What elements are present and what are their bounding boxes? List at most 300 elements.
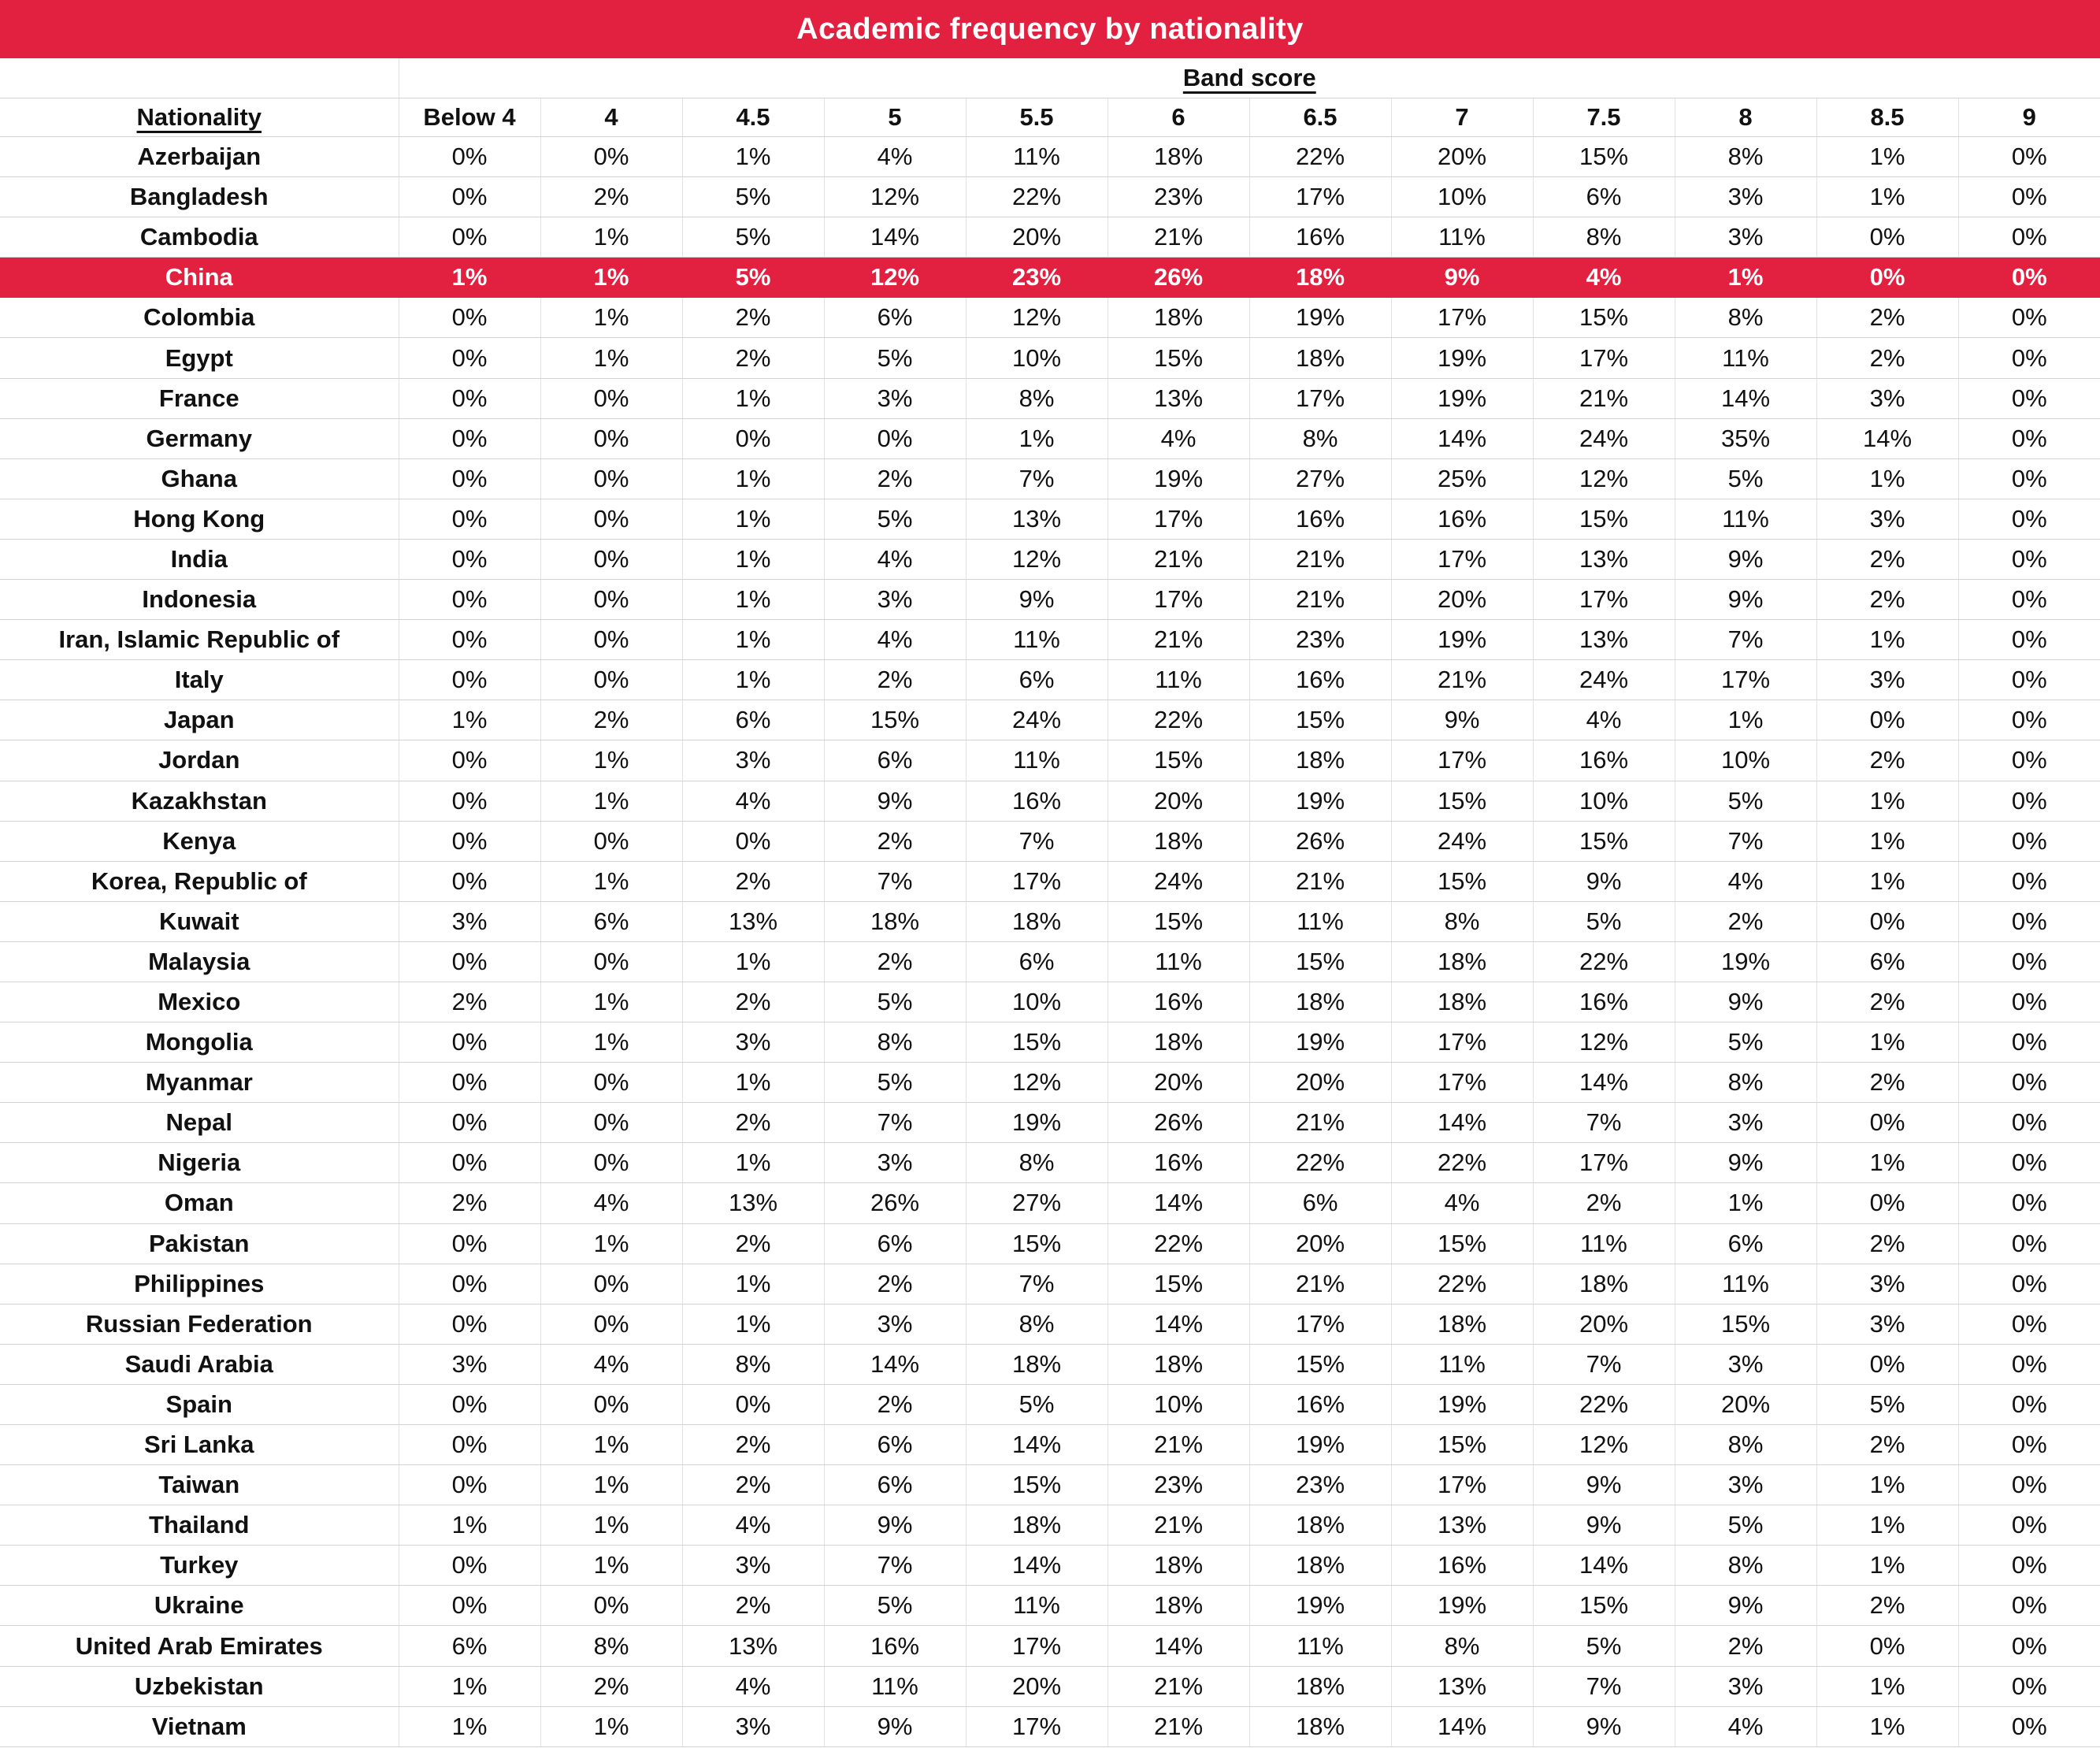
value-cell: 0%	[540, 539, 682, 579]
value-cell: 9%	[1391, 700, 1533, 740]
value-cell: 0%	[399, 941, 540, 982]
band-column-header: 5.5	[966, 98, 1108, 137]
nationality-cell: Kazakhstan	[0, 781, 399, 821]
value-cell: 0%	[1816, 258, 1958, 298]
value-cell: 0%	[399, 137, 540, 177]
value-cell: 15%	[1533, 821, 1675, 861]
value-cell: 0%	[399, 378, 540, 418]
value-cell: 15%	[1391, 1223, 1533, 1264]
value-cell: 3%	[399, 1344, 540, 1384]
value-cell: 6%	[540, 901, 682, 941]
value-cell: 7%	[1675, 821, 1816, 861]
value-cell: 1%	[966, 418, 1108, 458]
value-cell: 21%	[1249, 861, 1391, 901]
table-row	[0, 1505, 2100, 1546]
value-cell: 1%	[1816, 1666, 1958, 1706]
value-cell: 0%	[824, 418, 966, 458]
value-cell: 18%	[1533, 1264, 1675, 1304]
value-cell: 3%	[824, 1304, 966, 1344]
value-cell: 1%	[682, 620, 824, 660]
value-cell: 17%	[1249, 177, 1391, 217]
nationality-cell: Italy	[0, 660, 399, 700]
value-cell: 18%	[966, 901, 1108, 941]
table-row	[0, 1143, 2100, 1183]
value-cell: 1%	[682, 1143, 824, 1183]
table-row	[0, 338, 2100, 378]
value-cell: 7%	[966, 458, 1108, 499]
value-cell: 1%	[540, 298, 682, 338]
table-row	[0, 298, 2100, 338]
value-cell: 0%	[1958, 458, 2100, 499]
value-cell: 11%	[1391, 217, 1533, 258]
value-cell: 15%	[1108, 1264, 1249, 1304]
value-cell: 0%	[399, 298, 540, 338]
value-cell: 18%	[824, 901, 966, 941]
value-cell: 3%	[1675, 1666, 1816, 1706]
value-cell: 0%	[540, 660, 682, 700]
value-cell: 0%	[1958, 137, 2100, 177]
value-cell: 24%	[1108, 861, 1249, 901]
value-cell: 8%	[1675, 1546, 1816, 1586]
value-cell: 11%	[966, 740, 1108, 781]
value-cell: 18%	[1108, 1546, 1249, 1586]
value-cell: 1%	[682, 458, 824, 499]
table-row	[0, 1183, 2100, 1223]
value-cell: 1%	[540, 982, 682, 1022]
value-cell: 18%	[1249, 1666, 1391, 1706]
value-cell: 0%	[399, 620, 540, 660]
value-cell: 18%	[1249, 740, 1391, 781]
value-cell: 14%	[966, 1546, 1108, 1586]
value-cell: 20%	[966, 1666, 1108, 1706]
value-cell: 2%	[1816, 1063, 1958, 1103]
value-cell: 0%	[399, 821, 540, 861]
value-cell: 20%	[1533, 1304, 1675, 1344]
value-cell: 0%	[1958, 217, 2100, 258]
value-cell: 12%	[966, 298, 1108, 338]
nationality-cell: Japan	[0, 700, 399, 740]
value-cell: 9%	[1533, 1465, 1675, 1505]
value-cell: 0%	[1816, 901, 1958, 941]
value-cell: 22%	[1249, 1143, 1391, 1183]
value-cell: 1%	[1816, 1706, 1958, 1746]
table-row	[0, 539, 2100, 579]
nationality-cell: China	[0, 258, 399, 298]
table-row	[0, 700, 2100, 740]
value-cell: 1%	[399, 1706, 540, 1746]
value-cell: 4%	[540, 1344, 682, 1384]
value-cell: 2%	[1816, 539, 1958, 579]
value-cell: 25%	[1391, 458, 1533, 499]
value-cell: 4%	[824, 539, 966, 579]
value-cell: 22%	[1249, 137, 1391, 177]
value-cell: 8%	[1675, 137, 1816, 177]
value-cell: 18%	[1108, 1586, 1249, 1626]
value-cell: 2%	[1816, 298, 1958, 338]
value-cell: 3%	[1816, 499, 1958, 539]
value-cell: 18%	[966, 1344, 1108, 1384]
value-cell: 3%	[1675, 177, 1816, 217]
value-cell: 0%	[1958, 1022, 2100, 1063]
table-row	[0, 137, 2100, 177]
table-row	[0, 1626, 2100, 1666]
value-cell: 14%	[1816, 418, 1958, 458]
value-cell: 3%	[399, 901, 540, 941]
value-cell: 2%	[682, 338, 824, 378]
value-cell: 0%	[540, 1304, 682, 1344]
value-cell: 1%	[682, 660, 824, 700]
value-cell: 8%	[1249, 418, 1391, 458]
nationality-cell: Cambodia	[0, 217, 399, 258]
nationality-cell: Vietnam	[0, 1706, 399, 1746]
value-cell: 1%	[540, 1505, 682, 1546]
value-cell: 19%	[1108, 458, 1249, 499]
nationality-cell: Ukraine	[0, 1586, 399, 1626]
value-cell: 0%	[1958, 1546, 2100, 1586]
value-cell: 1%	[682, 499, 824, 539]
value-cell: 7%	[966, 1264, 1108, 1304]
value-cell: 0%	[540, 1264, 682, 1304]
value-cell: 20%	[1391, 137, 1533, 177]
nationality-cell: Myanmar	[0, 1063, 399, 1103]
value-cell: 1%	[540, 1425, 682, 1465]
table-row	[0, 378, 2100, 418]
table-row	[0, 941, 2100, 982]
value-cell: 1%	[540, 781, 682, 821]
nationality-cell: Germany	[0, 418, 399, 458]
value-cell: 15%	[1391, 781, 1533, 821]
value-cell: 9%	[1391, 258, 1533, 298]
value-cell: 0%	[1958, 499, 2100, 539]
value-cell: 22%	[1533, 941, 1675, 982]
value-cell: 0%	[1958, 1425, 2100, 1465]
table-title: Academic frequency by nationality	[796, 12, 1304, 46]
value-cell: 0%	[1816, 1344, 1958, 1384]
value-cell: 16%	[824, 1626, 966, 1666]
value-cell: 0%	[1958, 620, 2100, 660]
value-cell: 0%	[540, 1103, 682, 1143]
value-cell: 14%	[1391, 1103, 1533, 1143]
value-cell: 18%	[1108, 1022, 1249, 1063]
value-cell: 2%	[824, 1264, 966, 1304]
value-cell: 4%	[682, 1505, 824, 1546]
value-cell: 13%	[682, 1626, 824, 1666]
value-cell: 8%	[1391, 1626, 1533, 1666]
value-cell: 8%	[966, 378, 1108, 418]
value-cell: 2%	[1533, 1183, 1675, 1223]
value-cell: 8%	[966, 1143, 1108, 1183]
value-cell: 1%	[540, 1022, 682, 1063]
table-row	[0, 1344, 2100, 1384]
nationality-cell: Bangladesh	[0, 177, 399, 217]
value-cell: 1%	[682, 137, 824, 177]
value-cell: 19%	[1391, 620, 1533, 660]
value-cell: 1%	[1816, 1465, 1958, 1505]
value-cell: 10%	[966, 338, 1108, 378]
value-cell: 4%	[1675, 1706, 1816, 1746]
value-cell: 17%	[1249, 1304, 1391, 1344]
value-cell: 0%	[1958, 901, 2100, 941]
table-row	[0, 1706, 2100, 1746]
nationality-cell: Azerbaijan	[0, 137, 399, 177]
value-cell: 0%	[1816, 1103, 1958, 1143]
nationality-cell: Saudi Arabia	[0, 1344, 399, 1384]
value-cell: 19%	[1391, 1384, 1533, 1424]
value-cell: 1%	[399, 1505, 540, 1546]
value-cell: 2%	[540, 177, 682, 217]
value-cell: 26%	[1108, 258, 1249, 298]
value-cell: 17%	[1675, 660, 1816, 700]
value-cell: 3%	[824, 378, 966, 418]
value-cell: 12%	[824, 258, 966, 298]
value-cell: 4%	[824, 620, 966, 660]
value-cell: 17%	[1391, 298, 1533, 338]
value-cell: 2%	[1816, 1586, 1958, 1626]
value-cell: 19%	[1249, 781, 1391, 821]
value-cell: 0%	[1958, 1264, 2100, 1304]
value-cell: 8%	[1675, 1425, 1816, 1465]
value-cell: 0%	[1958, 1505, 2100, 1546]
nationality-cell: Mongolia	[0, 1022, 399, 1063]
value-cell: 7%	[824, 861, 966, 901]
band-score-label: Band score	[1182, 64, 1316, 91]
value-cell: 9%	[824, 1505, 966, 1546]
value-cell: 3%	[1816, 378, 1958, 418]
value-cell: 0%	[540, 1063, 682, 1103]
table-row	[0, 781, 2100, 821]
value-cell: 13%	[1533, 620, 1675, 660]
value-cell: 9%	[1533, 1706, 1675, 1746]
value-cell: 15%	[1533, 499, 1675, 539]
value-cell: 1%	[540, 861, 682, 901]
value-cell: 11%	[824, 1666, 966, 1706]
value-cell: 17%	[1108, 580, 1249, 620]
value-cell: 21%	[1108, 1505, 1249, 1546]
value-cell: 0%	[1816, 1183, 1958, 1223]
value-cell: 1%	[399, 1666, 540, 1706]
value-cell: 0%	[1958, 1384, 2100, 1424]
value-cell: 17%	[966, 1626, 1108, 1666]
value-cell: 5%	[824, 1063, 966, 1103]
value-cell: 0%	[1958, 982, 2100, 1022]
value-cell: 3%	[682, 1706, 824, 1746]
value-cell: 20%	[966, 217, 1108, 258]
value-cell: 6%	[682, 700, 824, 740]
value-cell: 16%	[1533, 740, 1675, 781]
value-cell: 18%	[1249, 1706, 1391, 1746]
value-cell: 15%	[1391, 1425, 1533, 1465]
value-cell: 27%	[1249, 458, 1391, 499]
value-cell: 2%	[540, 700, 682, 740]
value-cell: 1%	[540, 258, 682, 298]
table-row	[0, 1022, 2100, 1063]
table-row	[0, 620, 2100, 660]
band-column-header: 4.5	[682, 98, 824, 137]
value-cell: 0%	[399, 740, 540, 781]
value-cell: 2%	[682, 1465, 824, 1505]
value-cell: 9%	[1533, 861, 1675, 901]
value-cell: 16%	[1249, 1384, 1391, 1424]
value-cell: 21%	[1249, 1264, 1391, 1304]
value-cell: 16%	[1391, 1546, 1533, 1586]
value-cell: 2%	[1675, 901, 1816, 941]
value-cell: 0%	[399, 1223, 540, 1264]
band-column-header: 8.5	[1816, 98, 1958, 137]
value-cell: 0%	[1958, 1183, 2100, 1223]
column-header-row	[0, 98, 2100, 137]
value-cell: 8%	[540, 1626, 682, 1666]
band-score-group-cell	[399, 58, 2100, 98]
value-cell: 0%	[399, 1384, 540, 1424]
value-cell: 3%	[1816, 1264, 1958, 1304]
table-row	[0, 982, 2100, 1022]
value-cell: 6%	[824, 740, 966, 781]
value-cell: 1%	[1816, 861, 1958, 901]
value-cell: 1%	[1816, 177, 1958, 217]
value-cell: 4%	[1108, 418, 1249, 458]
band-column-header: 6.5	[1249, 98, 1391, 137]
value-cell: 23%	[1108, 177, 1249, 217]
value-cell: 0%	[682, 1384, 824, 1424]
value-cell: 2%	[824, 1384, 966, 1424]
value-cell: 0%	[399, 499, 540, 539]
value-cell: 0%	[1958, 1143, 2100, 1183]
value-cell: 19%	[1391, 1586, 1533, 1626]
value-cell: 6%	[1249, 1183, 1391, 1223]
value-cell: 8%	[1391, 901, 1533, 941]
value-cell: 2%	[682, 1223, 824, 1264]
nationality-cell: Ghana	[0, 458, 399, 499]
nationality-cell: Colombia	[0, 298, 399, 338]
value-cell: 18%	[1249, 258, 1391, 298]
value-cell: 23%	[1249, 1465, 1391, 1505]
value-cell: 16%	[1249, 217, 1391, 258]
value-cell: 14%	[1533, 1063, 1675, 1103]
value-cell: 0%	[682, 418, 824, 458]
band-column-header: 4	[540, 98, 682, 137]
value-cell: 11%	[1675, 1264, 1816, 1304]
value-cell: 18%	[1391, 982, 1533, 1022]
table-row	[0, 580, 2100, 620]
value-cell: 0%	[399, 861, 540, 901]
value-cell: 22%	[1108, 700, 1249, 740]
value-cell: 0%	[1958, 941, 2100, 982]
value-cell: 5%	[682, 258, 824, 298]
value-cell: 18%	[1391, 941, 1533, 982]
value-cell: 22%	[1533, 1384, 1675, 1424]
value-cell: 6%	[1816, 941, 1958, 982]
value-cell: 1%	[540, 338, 682, 378]
value-cell: 3%	[824, 580, 966, 620]
frequency-table	[0, 58, 2100, 1747]
nationality-cell: Turkey	[0, 1546, 399, 1586]
nationality-header-label: Nationality	[136, 103, 262, 131]
value-cell: 17%	[1533, 338, 1675, 378]
value-cell: 6%	[824, 1223, 966, 1264]
value-cell: 2%	[1816, 740, 1958, 781]
value-cell: 0%	[1958, 1304, 2100, 1344]
value-cell: 15%	[824, 700, 966, 740]
value-cell: 0%	[682, 821, 824, 861]
value-cell: 2%	[1675, 1626, 1816, 1666]
value-cell: 18%	[1108, 1344, 1249, 1384]
value-cell: 2%	[824, 660, 966, 700]
value-cell: 8%	[682, 1344, 824, 1384]
value-cell: 7%	[966, 821, 1108, 861]
value-cell: 5%	[824, 499, 966, 539]
value-cell: 4%	[682, 1666, 824, 1706]
value-cell: 1%	[682, 378, 824, 418]
table-row	[0, 1666, 2100, 1706]
value-cell: 14%	[1108, 1304, 1249, 1344]
value-cell: 7%	[1533, 1666, 1675, 1706]
value-cell: 0%	[399, 177, 540, 217]
value-cell: 14%	[1391, 418, 1533, 458]
value-cell: 3%	[1816, 660, 1958, 700]
value-cell: 1%	[682, 941, 824, 982]
value-cell: 24%	[1533, 660, 1675, 700]
value-cell: 12%	[824, 177, 966, 217]
value-cell: 1%	[682, 1304, 824, 1344]
table-row	[0, 418, 2100, 458]
value-cell: 6%	[399, 1626, 540, 1666]
value-cell: 8%	[1675, 1063, 1816, 1103]
value-cell: 3%	[824, 1143, 966, 1183]
value-cell: 1%	[1816, 620, 1958, 660]
nationality-cell: Thailand	[0, 1505, 399, 1546]
value-cell: 12%	[1533, 458, 1675, 499]
value-cell: 2%	[1816, 1223, 1958, 1264]
value-cell: 21%	[1108, 1425, 1249, 1465]
corner-cell	[0, 58, 399, 98]
value-cell: 1%	[682, 1063, 824, 1103]
value-cell: 0%	[1958, 861, 2100, 901]
value-cell: 6%	[824, 298, 966, 338]
value-cell: 7%	[824, 1103, 966, 1143]
value-cell: 14%	[1675, 378, 1816, 418]
value-cell: 0%	[1958, 1465, 2100, 1505]
value-cell: 1%	[540, 1465, 682, 1505]
value-cell: 2%	[682, 982, 824, 1022]
value-cell: 18%	[1391, 1304, 1533, 1344]
table-row	[0, 1063, 2100, 1103]
value-cell: 13%	[682, 901, 824, 941]
value-cell: 10%	[966, 982, 1108, 1022]
value-cell: 5%	[966, 1384, 1108, 1424]
value-cell: 0%	[1958, 1063, 2100, 1103]
band-column-header: 9	[1958, 98, 2100, 137]
value-cell: 5%	[1675, 1022, 1816, 1063]
value-cell: 21%	[1533, 378, 1675, 418]
value-cell: 7%	[1533, 1103, 1675, 1143]
table-title-bar	[0, 0, 2100, 58]
value-cell: 13%	[1391, 1505, 1533, 1546]
value-cell: 9%	[1675, 982, 1816, 1022]
value-cell: 1%	[540, 1546, 682, 1586]
nationality-cell: Kuwait	[0, 901, 399, 941]
value-cell: 1%	[1816, 781, 1958, 821]
value-cell: 26%	[824, 1183, 966, 1223]
value-cell: 14%	[1391, 1706, 1533, 1746]
value-cell: 9%	[1533, 1505, 1675, 1546]
value-cell: 17%	[1249, 378, 1391, 418]
value-cell: 15%	[1533, 137, 1675, 177]
value-cell: 22%	[1391, 1264, 1533, 1304]
value-cell: 2%	[1816, 580, 1958, 620]
value-cell: 11%	[1675, 338, 1816, 378]
value-cell: 15%	[1675, 1304, 1816, 1344]
nationality-header-cell	[0, 98, 399, 137]
